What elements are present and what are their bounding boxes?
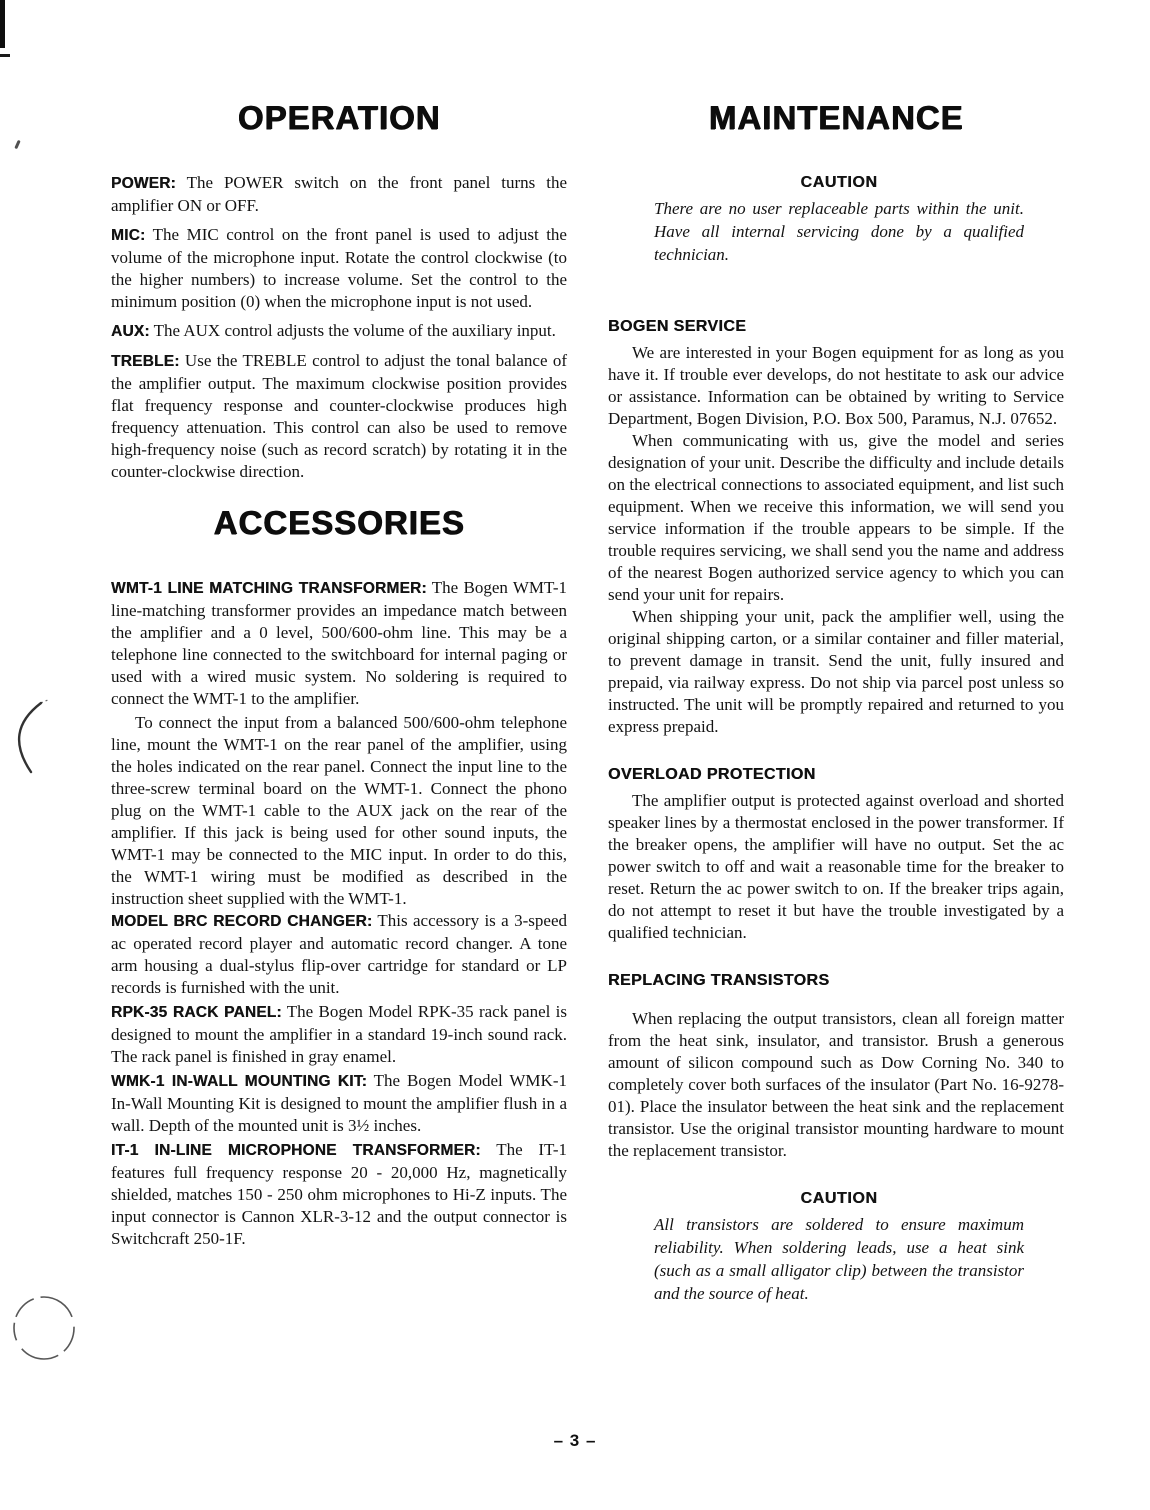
accessories-paragraph-rpk35 xyxy=(111,1001,567,1068)
page-number: – 3 – xyxy=(553,1431,597,1450)
bogen-service-paragraph-3: When shipping your unit, pack the amplifier well, using the original shipping carton, or a similar container and filler material, to prevent damage in transit. Send the unit, fully insured and prepaid, via railway express. Do not ship via parcel post unless so instructed. The unit will be promptly repaired and returned to you express prepaid. xyxy=(608,607,1064,736)
treble-text: Use the TREBLE control to adjust the tonal balance of the amplifier output. The maximum clockwise position provides flat frequency response and counter-clockwise produces high frequency attenuation. This control can also be used to remove high-frequency noise (such as record scratch) by rotating it in the counter-clockwise direction. xyxy=(111,351,567,481)
mic-text: The MIC control on the front panel is used to adjust the volume of the microphone input. Rotate the control clockwise (to the higher numbers) to increase volume. Set the control to the minimum position (0) when the microphone input is not used. xyxy=(111,225,567,311)
wmk1-label: WMK-1 IN-WALL MOUNTING KIT: xyxy=(111,1073,368,1090)
operation-paragraph-treble xyxy=(111,350,567,483)
aux-label: AUX: xyxy=(111,323,150,340)
operation-paragraph-mic xyxy=(111,224,567,313)
wmt1-connect-text: To connect the input from a balanced 500/600-ohm telephone line, mount the WMT-1 on the rear panel of the amplifier, using the holes indicated on the rear panel. Connect the input line to the three-screw terminal board on the WMT-1. Connect the phono plug on the WMT-1 cable to the AUX jack on the rear of the amplifier. If this jack is being used for other sound inputs, the WMT-1 may be connected to the MIC input. In order to do this, the WMT-1 wiring must be modified as described in the instruction sheet supplied with the WMT-1. xyxy=(111,713,567,908)
rpk35-text: The Bogen Model RPK-35 rack panel is designed to mount the amplifier in a standard 19-inch sound rack. The rack panel is finished in gray enamel. xyxy=(111,1002,567,1066)
caution-block-bottom xyxy=(654,1188,1024,1305)
brc-label: MODEL BRC RECORD CHANGER: xyxy=(111,913,373,930)
rpk35-label: RPK-35 RACK PANEL: xyxy=(111,1004,282,1021)
caution-top-text: There are no user replaceable parts within the unit. Have all internal servicing done by a qualified technician. xyxy=(654,199,1024,264)
caution-bottom-title: CAUTION xyxy=(800,1190,878,1207)
mic-label: MIC: xyxy=(111,227,146,244)
wmt1-label: WMT-1 LINE MATCHING TRANSFORMER: xyxy=(111,580,427,597)
power-label: POWER: xyxy=(111,175,176,192)
bogen-service-heading: BOGEN SERVICE xyxy=(608,318,747,335)
caution-bottom-text: All transistors are soldered to ensure maximum reliability. When soldering leads, use a heat sink (such as a small alligator clip) between the transistor and the source of heat. xyxy=(654,1215,1024,1303)
caution-top-title: CAUTION xyxy=(800,174,878,191)
wmk1-text: The Bogen Model WMK-1 In-Wall Mounting Kit is designed to mount the amplifier flush in a wall. Depth of the mounted unit is 3½ inches. xyxy=(111,1071,567,1135)
scan-artifact-edge-tick xyxy=(0,54,10,57)
accessories-paragraph-wmt1 xyxy=(111,577,567,710)
it1-label: IT-1 IN-LINE MICROPHONE TRANSFORMER: xyxy=(111,1142,481,1159)
scan-artifact-circle-mark xyxy=(6,1292,82,1368)
scan-artifact-paren-mark xyxy=(4,696,52,780)
overload-protection-paragraph: The amplifier output is protected against overload and shorted speaker lines by a thermostat enclosed in the power transformer. If the breaker opens, the amplifier will have no output. Set the ac power switch to off and wait a reasonable time for the breaker to reset. Return the ac power switch to on. If the breaker trips again, do not attempt to reset it but have the trouble investigated by a qualified technician. xyxy=(608,791,1064,942)
scan-artifact-speck xyxy=(14,140,20,149)
accessories-paragraph-brc xyxy=(111,910,567,999)
bogen-service-paragraph-1: We are interested in your Bogen equipment for as long as you have it. If trouble ever develops, do not hestitate to ask our advice or assistance. Information can be obtained by writing to Service Department, Bogen Division, P.O. Box 500, Paramus, N.J. 07652. xyxy=(608,343,1064,428)
operation-paragraph-power xyxy=(111,172,567,217)
it1-text: The IT-1 features full frequency response 20 - 20,000 Hz, magnetically shielded, matches 150 - 250 ohm microphones to Hi-Z inputs. The input connector is Cannon XLR-3-12 and the output connector is Switchcraft 250-1F. xyxy=(111,1140,568,1248)
operation-paragraph-aux xyxy=(111,320,567,343)
accessories-paragraph-wmk1 xyxy=(111,1070,567,1137)
accessories-paragraph-wmt1-connect xyxy=(111,712,567,910)
accessories-title: ACCESSORIES xyxy=(213,504,465,541)
brc-text: This accessory is a 3-speed ac operated record player and automatic record changer. A tone arm housing a dual-stylus flip-over cartridge for standard or LP records is furnished with the unit. xyxy=(111,911,567,997)
bogen-service-paragraph-2: When communicating with us, give the model and series designation of your unit. Describe the difficulty and include details on the electrical connections to associated equipment, and list such equipment. When we receive this information, we will send you service information if the trouble appears to be simple. If the trouble requires servicing, we shall send you the name and address of the nearest Bogen authorized service agency to which you can send your unit for repairs. xyxy=(608,431,1064,604)
aux-text: The AUX control adjusts the volume of the auxiliary input. xyxy=(153,321,556,340)
caution-block-top xyxy=(654,172,1024,266)
replacing-transistors-paragraph: When replacing the output transistors, clean all foreign matter from the heat sink, insulator, and transistor. Brush a generous amount of silicon compound such as Dow Corning No. 340 to completely cover both surfaces of the insulator (Part No. 16-9278-01). Place the insulator between the heat sink and the replacement transistor. Use the original transistor mounting hardware to mount the replacement transistor. xyxy=(608,1009,1064,1160)
treble-label: TREBLE: xyxy=(111,353,180,370)
maintenance-title: MAINTENANCE xyxy=(708,99,964,136)
power-text: The POWER switch on the front panel turns the amplifier ON or OFF. xyxy=(111,173,567,215)
scan-artifact-edge-bar xyxy=(0,0,5,48)
wmt1-text: The Bogen WMT-1 line-matching transformer provides an impedance match between the amplifier and a 0 level, 500/600-ohm line. This may be a telephone line connected to the switchboard for internal paging or used with a wired music system. No soldering is required to connect the WMT-1 to the amplifier. xyxy=(111,578,568,708)
left-column xyxy=(111,100,567,1252)
operation-title: OPERATION xyxy=(237,99,441,136)
overload-protection-heading: OVERLOAD PROTECTION xyxy=(608,766,816,783)
replacing-transistors-heading: REPLACING TRANSISTORS xyxy=(608,972,830,989)
right-column xyxy=(608,100,1064,1305)
accessories-paragraph-it1 xyxy=(111,1139,567,1250)
